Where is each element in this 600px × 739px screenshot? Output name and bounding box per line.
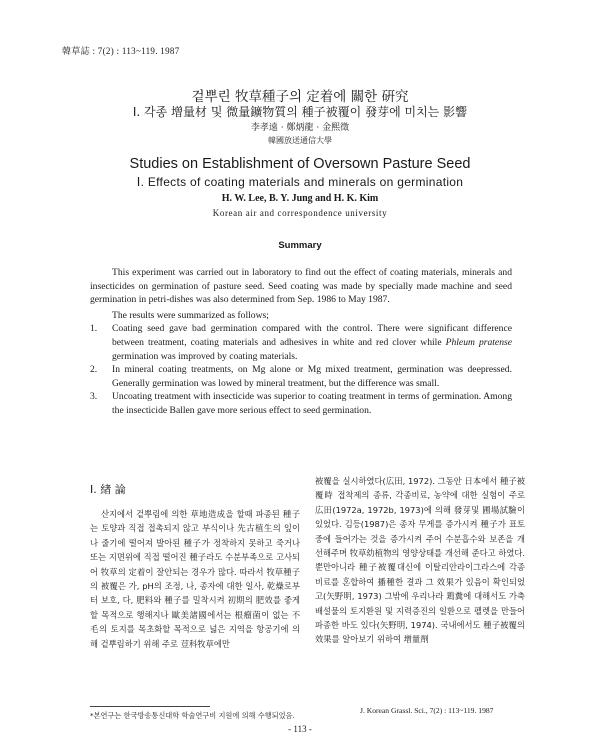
english-subtitle: Ⅰ. Effects of coating materials and minerals on germination <box>136 175 464 189</box>
species-name: Phleum pratense <box>445 336 512 348</box>
body-column-left <box>90 507 300 651</box>
results-list <box>90 322 512 417</box>
korean-subtitle: Ⅰ. 각종 增量材 및 微量鑛物質의 種子被覆이 發芽에 미치는 影響 <box>132 105 468 119</box>
abstract-intro: This experiment was carried out in laboratory to find out the effect of coating materials, minerals and insecticides on germination of pasture seed. Seed coating was made by specially made machine and seed germination in petri-dishes was also determined from Sep. 1986 to May 1987. <box>90 267 512 306</box>
english-authors: H. W. Lee, B. Y. Jung and H. K. Kim <box>221 193 379 204</box>
footnote: *본연구는 한국방송통신대학 학술연구비 지원에 의해 수행되었음. <box>90 711 295 720</box>
page-number: - 113 - <box>288 724 312 734</box>
result-text-end: germination was improved by coating materials. <box>112 350 298 362</box>
body-paragraph: 산지에서 겉뿌림에 의한 草地造成을 할때 파종된 種子는 토양과 직접 접촉되지 않고 부식이나 先古植生의 잎이나 줄기에 떨어져 발아된 種子가 정착하지 못하고 죽거나 또는 지면위에 직접 떨어진 種子라도 수분부족으로 고사되어 牧草의 定着이 잘안되는 경우가 많다. 따라서 牧草種子의 被覆은 가, pH의 조정, 나, 종자에 대한 일사, 乾燥로부터 보호, 다, 肥料와 種子를 밀착시켜 初期의 肥效를 좋게 할 목적으로 행해지나 歐美諸國에서는 根瘤菌이 없는 不毛의 토지를 목초화할 목적으로 넓은 지역을 항공기에 의해 겉뿌림하기 위해 주로 荳科牧草에만 <box>90 509 300 649</box>
result-item <box>90 322 512 363</box>
english-affiliation: Korean air and correspondence university <box>212 208 388 218</box>
korean-authors: 李孝遠 · 鄭炳龍 · 金熙徵 <box>250 123 350 133</box>
result-number: 1. <box>90 323 98 335</box>
abstract <box>90 266 512 418</box>
korean-affiliation: 韓國放送通信大學 <box>268 136 332 145</box>
body-column-right <box>315 474 525 647</box>
results-intro: The results were summarized as follows; <box>112 309 269 321</box>
english-title: Studies on Establishment of Oversown Pasture Seed <box>129 156 471 172</box>
journal-header: 韓草誌 : 7(2) : 113~119. 1987 <box>62 46 180 56</box>
summary-heading: Summary <box>278 240 322 251</box>
korean-title: 겉뿌린 牧草種子의 定着에 關한 硏究 <box>191 89 409 105</box>
footer-journal-ref: J. Korean Grassl. Sci., 7(2) : 113~119. 1987 <box>360 706 494 715</box>
section-heading: Ⅰ. 緖 論 <box>90 483 126 496</box>
result-text: Uncoating treatment with insecticide was superior to coating treatment in terms of germination. Among the insecticide Ballen gave more serious effect to seed germination. <box>112 391 512 416</box>
result-item <box>90 363 512 390</box>
body-paragraph: 被覆을 실시하였다(広田, 1972). 그동안 日本에서 種子被覆時 접착제의 종류, 각종비료, 농약에 대한 실험이 주로 広田(1972a, 1972b, 1973)에 의해 發芽및 圃場試驗이 있었다. 김등(1987)은 종자 무게를 증가시켜 種子가 표토중에 들어가는 것을 증가시켜 주어 수분흡수와 보존을 개선해주며 牧草幼植物의 영양상태를 개선해 준다고 하였다. 뿐만아니라 種子被覆대신에 이탈리안라이그라스에 각종 비료를 혼합하여 播種한 결과 그 效果가 있음이 확인되었고(矢野明, 1973) 그밖에 우리나라 鶏糞에 대해서도 가축배설물의 토지환원 및 지력증진의 일환으로 펠렛을 만들어 파종한 바도 있다(矢野明, 1974). 국내에서도 種子被覆의 效果를 알아보기 위하여 增量劑 <box>315 476 525 645</box>
result-text: Coating seed gave bad germination compared with the control. There were significant difference between treatment, coating materials and adhesives in white and red clover while <box>112 323 512 348</box>
result-item <box>90 390 512 417</box>
result-number: 2. <box>90 364 98 376</box>
footnote-rule <box>90 706 210 707</box>
result-number: 3. <box>90 391 98 403</box>
result-text: In mineral coating treatments, on Mg alone or Mg mixed treatment, germination was deepressed. Generally germination was lowed by mineral treatment, but the difference was small. <box>112 364 512 389</box>
